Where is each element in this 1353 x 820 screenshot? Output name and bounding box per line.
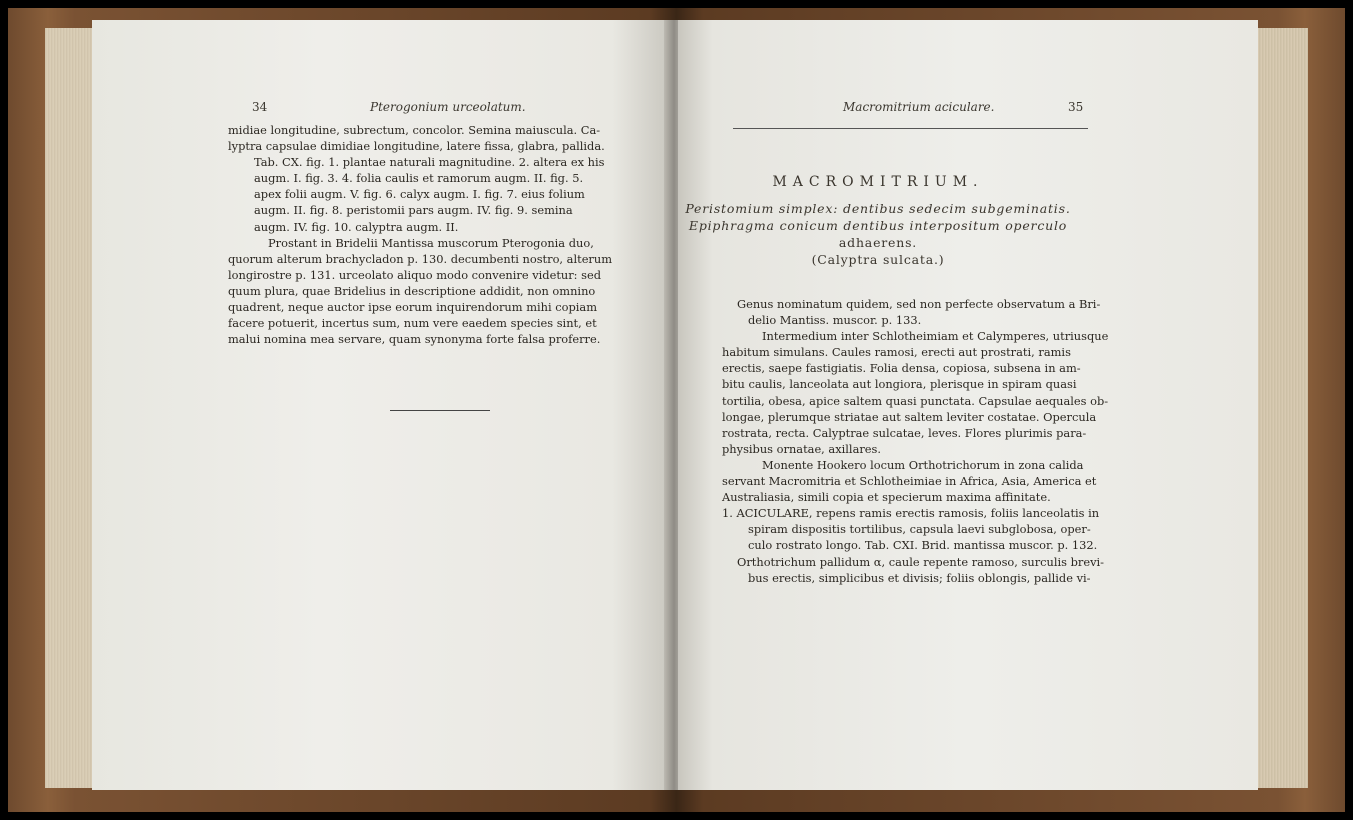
text-line: midiae longitudine, subrectum, concolor. Semina maiuscula. Ca-	[228, 123, 601, 137]
diagnosis-line: Peristomium simplex: dentibus sedecim subgeminatis.	[685, 201, 1071, 216]
diagnosis-line: Epiphragma conicum dentibus interpositum operculo	[688, 218, 1068, 233]
text-line: tortilia, obesa, apice saltem quasi punctata. Capsulae aequales ob-	[722, 393, 1109, 408]
text-line: bitu caulis, lanceolata aut longiora, plerisque in spiram quasi	[722, 377, 1077, 392]
page-number-right: 35	[1068, 100, 1084, 114]
text-line: Genus nominatum quidem, sed non perfecte observatum a Bri-	[737, 297, 1101, 311]
text-line: Intermedium inter Schlotheimiam et Calymperes, utriusque	[762, 329, 1109, 344]
left-page	[92, 20, 670, 790]
text-line: habitum simulans. Caules ramosi, erecti aut prostrati, ramis	[722, 345, 1071, 360]
text-line: longirostre p. 131. urceolato aliquo modo convenire videtur: sed	[228, 267, 602, 282]
text-line: erectis, saepe fastigiatis. Folia densa, copiosa, subsena in am-	[722, 361, 1081, 376]
diagnosis	[588, 200, 1168, 268]
page-number-left: 34	[252, 100, 268, 114]
end-rule-left	[390, 410, 490, 411]
text-line: servant Macromitria et Schlotheimiae in Africa, Asia, America et	[722, 474, 1097, 489]
text-line: 1. ACICULARE, repens ramis erectis ramosis, foliis lanceolatis in	[722, 506, 1100, 521]
text-line: augm. I. fig. 3. 4. folia caulis et ramorum augm. II. fig. 5.	[254, 171, 584, 186]
text-line: quum plura, quae Bridelius in descriptione addidit, non omnino	[228, 283, 596, 298]
text-line: culo rostrato longo. Tab. CXI. Brid. mantissa muscor. p. 132.	[748, 538, 1098, 553]
right-page	[678, 20, 1258, 790]
text-line: Tab. CX. fig. 1. plantae naturali magnitudine. 2. altera ex his	[254, 155, 605, 170]
right-page-text	[722, 296, 1142, 586]
text-line: quorum alterum brachycladon p. 130. decumbenti nostro, alterum	[228, 251, 613, 266]
genus-title: MACROMITRIUM.	[772, 174, 984, 190]
text-line: apex folii augm. V. fig. 6. calyx augm. I. fig. 7. eius folium	[254, 187, 585, 202]
text-line: Prostant in Bridelii Mantissa muscorum Pterogonia duo,	[268, 235, 594, 250]
text-line: rostrata, recta. Calyptrae sulcatae, leves. Flores plurimis para-	[722, 425, 1087, 440]
page-edges-left	[45, 28, 95, 788]
text-line: bus erectis, simplicibus et divisis; foliis oblongis, pallide vi-	[748, 570, 1091, 585]
diagnosis-line: (Calyptra sulcata.)	[811, 252, 945, 267]
text-line: physibus ornatae, axillares.	[722, 441, 882, 456]
text-line: longae, plerumque striatae aut saltem leviter costatae. Opercula	[722, 409, 1097, 424]
text-line: Monente Hookero locum Orthotrichorum in zona calida	[762, 457, 1084, 472]
text-line: delio Mantiss. muscor. p. 133.	[748, 313, 922, 328]
running-head-right: Macromitrium aciculare.	[843, 100, 995, 114]
text-line: quadrent, neque auctor ipse eorum inquirendorum mihi copiam	[228, 300, 597, 315]
running-head-left: Pterogonium urceolatum.	[370, 100, 526, 114]
page-edges-right	[1250, 28, 1308, 788]
text-line: augm. II. fig. 8. peristomii pars augm. IV. fig. 9. semina	[254, 203, 573, 218]
text-line: malui nomina mea servare, quam synonyma forte falsa proferre.	[228, 332, 601, 347]
text-line: Australiasia, simili copia et specierum maxima affinitate.	[722, 490, 1051, 505]
text-line: lyptra capsulae dimidiae longitudine, latere fissa, glabra, pallida.	[228, 139, 605, 154]
left-page-text	[228, 122, 630, 347]
diagnosis-line: adhaerens.	[838, 235, 918, 250]
text-line: augm. IV. fig. 10. calyptra augm. II.	[254, 219, 459, 234]
text-line: spiram dispositis tortilibus, capsula laevi subglobosa, oper-	[748, 522, 1091, 537]
header-rule-right	[733, 128, 1088, 129]
text-line: facere potuerit, incertus sum, num vere eaedem species sint, et	[228, 316, 597, 331]
text-line: Orthotrichum pallidum α, caule repente ramoso, surculis brevi-	[737, 554, 1105, 569]
